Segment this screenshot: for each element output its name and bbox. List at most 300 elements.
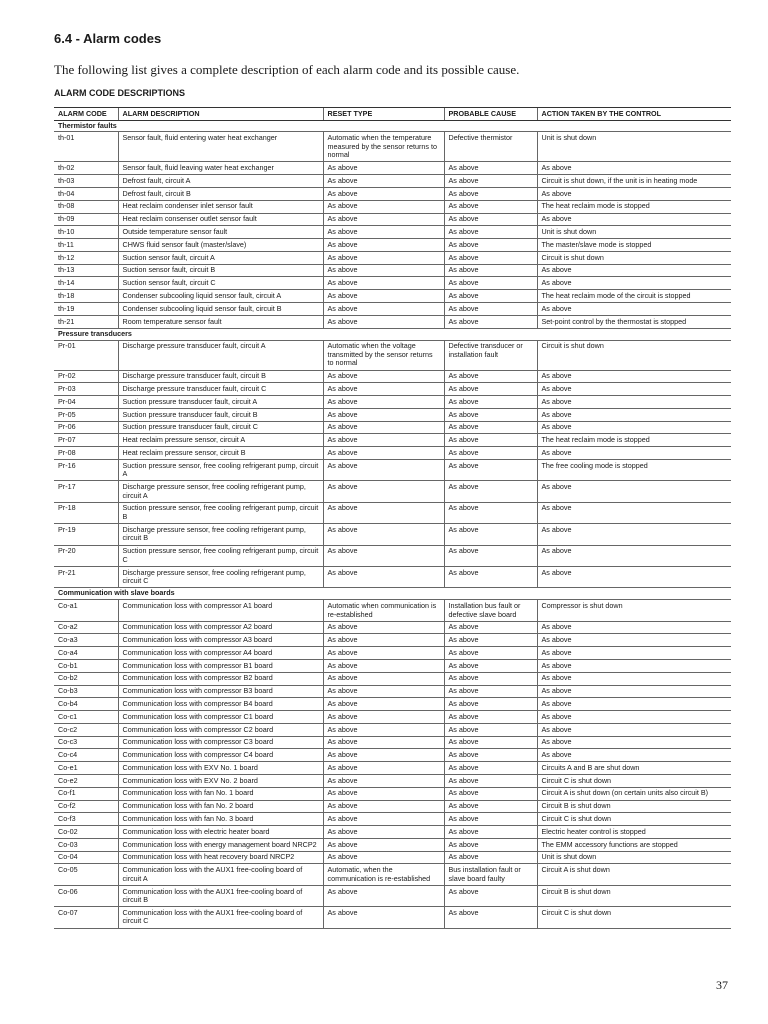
cell-reset-type: As above	[323, 851, 444, 864]
cell-reset-type: As above	[323, 421, 444, 434]
table-header-row	[54, 108, 731, 121]
table-row	[54, 907, 731, 928]
cell-alarm-description: Communication loss with compressor A4 board	[118, 647, 323, 660]
cell-alarm-description: Discharge pressure transducer fault, circuit A	[118, 340, 323, 370]
group-name: Communication with slave boards	[54, 588, 731, 600]
cell-action-taken: As above	[537, 383, 731, 396]
cell-probable-cause: As above	[444, 659, 537, 672]
table-row	[54, 421, 731, 434]
cell-probable-cause: As above	[444, 188, 537, 201]
cell-action-taken: Circuit A is shut down	[537, 864, 731, 885]
cell-reset-type: As above	[323, 162, 444, 175]
cell-reset-type: As above	[323, 685, 444, 698]
group-name: Pressure transducers	[54, 328, 731, 340]
cell-action-taken: Circuit B is shut down	[537, 885, 731, 906]
cell-probable-cause: As above	[444, 383, 537, 396]
table-row	[54, 838, 731, 851]
cell-probable-cause: As above	[444, 421, 537, 434]
table-row	[54, 132, 731, 162]
cell-probable-cause: As above	[444, 762, 537, 775]
cell-action-taken: As above	[537, 162, 731, 175]
cell-alarm-code: Co-b3	[54, 685, 118, 698]
cell-alarm-code: Co-02	[54, 826, 118, 839]
cell-alarm-description: Condenser subcooling liquid sensor fault, circuit A	[118, 290, 323, 303]
cell-alarm-code: Co-a3	[54, 634, 118, 647]
cell-action-taken: As above	[537, 408, 731, 421]
cell-probable-cause: As above	[444, 826, 537, 839]
cell-alarm-code: Pr-21	[54, 566, 118, 587]
cell-reset-type: As above	[323, 736, 444, 749]
cell-reset-type: As above	[323, 408, 444, 421]
cell-alarm-code: Co-c1	[54, 711, 118, 724]
cell-reset-type: As above	[323, 634, 444, 647]
cell-reset-type: Automatic when the voltage transmitted by the sensor returns to normal	[323, 340, 444, 370]
cell-reset-type: Automatic when the temperature measured by the sensor returns to normal	[323, 132, 444, 162]
cell-alarm-code: Co-a1	[54, 600, 118, 621]
cell-alarm-code: Pr-08	[54, 447, 118, 460]
cell-action-taken: Circuit C is shut down	[537, 907, 731, 928]
cell-probable-cause: As above	[444, 434, 537, 447]
table-title: ALARM CODE DESCRIPTIONS	[54, 88, 186, 98]
cell-action-taken: As above	[537, 396, 731, 409]
cell-alarm-description: Suction pressure transducer fault, circuit B	[118, 408, 323, 421]
cell-alarm-description: Communication loss with energy management board NRCP2	[118, 838, 323, 851]
table-row	[54, 749, 731, 762]
cell-alarm-code: Co-05	[54, 864, 118, 885]
cell-probable-cause: As above	[444, 566, 537, 587]
header-reset-type: RESET TYPE	[323, 108, 444, 121]
cell-alarm-code: Co-a4	[54, 647, 118, 660]
cell-probable-cause: As above	[444, 711, 537, 724]
table-row	[54, 723, 731, 736]
cell-alarm-description: Communication loss with EXV No. 2 board	[118, 774, 323, 787]
cell-alarm-description: CHWS fluid sensor fault (master/slave)	[118, 239, 323, 252]
cell-action-taken: Circuit A is shut down (on certain units also circuit B)	[537, 787, 731, 800]
cell-probable-cause: As above	[444, 315, 537, 328]
cell-probable-cause: As above	[444, 200, 537, 213]
cell-alarm-description: Communication loss with heat recovery board NRCP2	[118, 851, 323, 864]
cell-probable-cause: As above	[444, 396, 537, 409]
cell-alarm-description: Suction pressure transducer fault, circuit A	[118, 396, 323, 409]
cell-probable-cause: As above	[444, 545, 537, 566]
table-row	[54, 762, 731, 775]
cell-reset-type: As above	[323, 566, 444, 587]
cell-reset-type: As above	[323, 213, 444, 226]
cell-action-taken: Unit is shut down	[537, 132, 731, 162]
table-row	[54, 481, 731, 502]
cell-alarm-description: Heat reclaim pressure sensor, circuit B	[118, 447, 323, 460]
cell-alarm-code: th-18	[54, 290, 118, 303]
cell-reset-type: As above	[323, 383, 444, 396]
cell-alarm-code: Pr-02	[54, 370, 118, 383]
cell-probable-cause: As above	[444, 800, 537, 813]
cell-alarm-description: Sensor fault, fluid leaving water heat exchanger	[118, 162, 323, 175]
cell-alarm-code: Co-c3	[54, 736, 118, 749]
table-row	[54, 659, 731, 672]
cell-alarm-description: Defrost fault, circuit B	[118, 188, 323, 201]
cell-alarm-description: Discharge pressure sensor, free cooling refrigerant pump, circuit B	[118, 524, 323, 545]
table-row	[54, 672, 731, 685]
table-row	[54, 213, 731, 226]
cell-alarm-description: Discharge pressure transducer fault, circuit B	[118, 370, 323, 383]
header-alarm-description: ALARM DESCRIPTION	[118, 108, 323, 121]
table-row	[54, 851, 731, 864]
cell-probable-cause: As above	[444, 672, 537, 685]
cell-reset-type: As above	[323, 396, 444, 409]
header-alarm-code: ALARM CODE	[54, 108, 118, 121]
cell-action-taken: As above	[537, 647, 731, 660]
cell-action-taken: The EMM accessory functions are stopped	[537, 838, 731, 851]
cell-alarm-code: th-08	[54, 200, 118, 213]
table-row	[54, 200, 731, 213]
table-row	[54, 698, 731, 711]
cell-alarm-code: Co-e2	[54, 774, 118, 787]
cell-probable-cause: As above	[444, 447, 537, 460]
cell-probable-cause: As above	[444, 698, 537, 711]
table-row	[54, 711, 731, 724]
cell-action-taken: As above	[537, 370, 731, 383]
cell-reset-type: As above	[323, 762, 444, 775]
cell-action-taken: Circuit C is shut down	[537, 813, 731, 826]
cell-probable-cause: As above	[444, 813, 537, 826]
table-row	[54, 175, 731, 188]
cell-action-taken: As above	[537, 621, 731, 634]
cell-action-taken: Circuit B is shut down	[537, 800, 731, 813]
cell-alarm-description: Communication loss with fan No. 1 board	[118, 787, 323, 800]
cell-reset-type: As above	[323, 239, 444, 252]
cell-alarm-description: Communication loss with compressor A2 board	[118, 621, 323, 634]
cell-reset-type: As above	[323, 774, 444, 787]
cell-reset-type: Automatic, when the communication is re-established	[323, 864, 444, 885]
cell-probable-cause: As above	[444, 481, 537, 502]
cell-action-taken: As above	[537, 303, 731, 316]
cell-action-taken: As above	[537, 672, 731, 685]
table-row	[54, 434, 731, 447]
header-action-taken: ACTION TAKEN BY THE CONTROL	[537, 108, 731, 121]
table-row	[54, 813, 731, 826]
table-row	[54, 290, 731, 303]
cell-alarm-description: Communication loss with electric heater board	[118, 826, 323, 839]
table-row	[54, 524, 731, 545]
cell-alarm-code: Co-a2	[54, 621, 118, 634]
cell-alarm-description: Communication loss with the AUX1 free-cooling board of circuit B	[118, 885, 323, 906]
cell-action-taken: As above	[537, 502, 731, 523]
cell-alarm-code: th-03	[54, 175, 118, 188]
table-row	[54, 787, 731, 800]
table-row	[54, 447, 731, 460]
cell-probable-cause: As above	[444, 838, 537, 851]
group-header-row	[54, 328, 731, 340]
cell-alarm-description: Communication loss with compressor A1 board	[118, 600, 323, 621]
table-row	[54, 408, 731, 421]
cell-reset-type: As above	[323, 524, 444, 545]
cell-action-taken: Circuit is shut down	[537, 251, 731, 264]
cell-alarm-description: Outside temperature sensor fault	[118, 226, 323, 239]
cell-alarm-description: Communication loss with compressor B1 board	[118, 659, 323, 672]
cell-reset-type: As above	[323, 370, 444, 383]
table-row	[54, 396, 731, 409]
cell-probable-cause: As above	[444, 685, 537, 698]
table-row	[54, 460, 731, 481]
group-name: Thermistor faults	[54, 120, 731, 132]
cell-reset-type: As above	[323, 434, 444, 447]
cell-reset-type: As above	[323, 460, 444, 481]
cell-reset-type: As above	[323, 800, 444, 813]
cell-action-taken: Unit is shut down	[537, 226, 731, 239]
cell-action-taken: Unit is shut down	[537, 851, 731, 864]
cell-probable-cause: As above	[444, 774, 537, 787]
table-row	[54, 264, 731, 277]
cell-alarm-code: th-19	[54, 303, 118, 316]
cell-alarm-code: Pr-18	[54, 502, 118, 523]
cell-alarm-code: Co-04	[54, 851, 118, 864]
group-header-row	[54, 588, 731, 600]
table-row	[54, 774, 731, 787]
cell-alarm-code: th-10	[54, 226, 118, 239]
cell-probable-cause: Defective thermistor	[444, 132, 537, 162]
cell-alarm-code: th-13	[54, 264, 118, 277]
cell-probable-cause: As above	[444, 226, 537, 239]
cell-probable-cause: Bus installation fault or slave board faulty	[444, 864, 537, 885]
cell-alarm-code: th-09	[54, 213, 118, 226]
cell-probable-cause: As above	[444, 264, 537, 277]
cell-reset-type: As above	[323, 647, 444, 660]
cell-action-taken: The heat reclaim mode of the circuit is stopped	[537, 290, 731, 303]
cell-probable-cause: As above	[444, 621, 537, 634]
cell-action-taken: Set-point control by the thermostat is stopped	[537, 315, 731, 328]
cell-probable-cause: As above	[444, 723, 537, 736]
cell-probable-cause: As above	[444, 647, 537, 660]
cell-reset-type: As above	[323, 226, 444, 239]
cell-alarm-description: Communication loss with EXV No. 1 board	[118, 762, 323, 775]
cell-alarm-code: th-12	[54, 251, 118, 264]
cell-alarm-description: Suction pressure sensor, free cooling refrigerant pump, circuit C	[118, 545, 323, 566]
cell-alarm-code: Pr-03	[54, 383, 118, 396]
cell-reset-type: As above	[323, 447, 444, 460]
cell-alarm-code: th-14	[54, 277, 118, 290]
cell-reset-type: As above	[323, 826, 444, 839]
cell-reset-type: As above	[323, 277, 444, 290]
cell-alarm-code: Pr-20	[54, 545, 118, 566]
cell-action-taken: As above	[537, 481, 731, 502]
cell-alarm-description: Communication loss with compressor C1 board	[118, 711, 323, 724]
cell-alarm-code: Co-b2	[54, 672, 118, 685]
cell-alarm-code: Pr-17	[54, 481, 118, 502]
group-header-row	[54, 120, 731, 132]
cell-alarm-code: Co-03	[54, 838, 118, 851]
cell-reset-type: As above	[323, 175, 444, 188]
cell-action-taken: As above	[537, 711, 731, 724]
section-title: 6.4 - Alarm codes	[54, 31, 162, 46]
cell-reset-type: As above	[323, 885, 444, 906]
table-row	[54, 634, 731, 647]
cell-reset-type: As above	[323, 787, 444, 800]
table-row	[54, 545, 731, 566]
cell-reset-type: As above	[323, 315, 444, 328]
cell-action-taken: Electric heater control is stopped	[537, 826, 731, 839]
cell-alarm-description: Discharge pressure transducer fault, circuit C	[118, 383, 323, 396]
cell-alarm-description: Communication loss with compressor B4 board	[118, 698, 323, 711]
cell-alarm-code: th-21	[54, 315, 118, 328]
cell-alarm-description: Suction sensor fault, circuit A	[118, 251, 323, 264]
cell-alarm-description: Heat reclaim consenser outlet sensor fault	[118, 213, 323, 226]
table-row	[54, 885, 731, 906]
table-row	[54, 340, 731, 370]
cell-probable-cause: As above	[444, 251, 537, 264]
cell-action-taken: The heat reclaim mode is stopped	[537, 200, 731, 213]
cell-alarm-code: Pr-01	[54, 340, 118, 370]
cell-alarm-description: Discharge pressure sensor, free cooling refrigerant pump, circuit A	[118, 481, 323, 502]
cell-probable-cause: As above	[444, 213, 537, 226]
cell-action-taken: As above	[537, 277, 731, 290]
table-row	[54, 370, 731, 383]
table-row	[54, 188, 731, 201]
cell-probable-cause: As above	[444, 162, 537, 175]
cell-action-taken: As above	[537, 566, 731, 587]
cell-alarm-code: Co-f2	[54, 800, 118, 813]
cell-probable-cause: Defective transducer or installation fault	[444, 340, 537, 370]
table-row	[54, 303, 731, 316]
table-row	[54, 566, 731, 587]
cell-alarm-description: Condenser subcooling liquid sensor fault, circuit B	[118, 303, 323, 316]
cell-alarm-code: Pr-04	[54, 396, 118, 409]
alarm-table-body	[54, 120, 731, 928]
cell-alarm-code: th-02	[54, 162, 118, 175]
table-row	[54, 685, 731, 698]
cell-alarm-description: Communication loss with compressor B3 board	[118, 685, 323, 698]
cell-reset-type: As above	[323, 188, 444, 201]
cell-alarm-code: Pr-05	[54, 408, 118, 421]
cell-reset-type: As above	[323, 481, 444, 502]
header-probable-cause: PROBABLE CAUSE	[444, 108, 537, 121]
cell-reset-type: As above	[323, 698, 444, 711]
cell-action-taken: As above	[537, 545, 731, 566]
cell-probable-cause: As above	[444, 370, 537, 383]
cell-alarm-description: Suction sensor fault, circuit B	[118, 264, 323, 277]
table-row	[54, 502, 731, 523]
cell-action-taken: Circuit C is shut down	[537, 774, 731, 787]
table-row	[54, 826, 731, 839]
cell-action-taken: As above	[537, 188, 731, 201]
cell-probable-cause: As above	[444, 787, 537, 800]
table-row	[54, 239, 731, 252]
cell-alarm-code: Pr-19	[54, 524, 118, 545]
cell-probable-cause: As above	[444, 277, 537, 290]
cell-alarm-code: Co-f3	[54, 813, 118, 826]
cell-alarm-description: Suction pressure transducer fault, circuit C	[118, 421, 323, 434]
cell-reset-type: As above	[323, 672, 444, 685]
cell-action-taken: As above	[537, 264, 731, 277]
cell-alarm-description: Communication loss with the AUX1 free-cooling board of circuit A	[118, 864, 323, 885]
cell-alarm-code: Co-e1	[54, 762, 118, 775]
cell-alarm-description: Communication loss with fan No. 2 board	[118, 800, 323, 813]
cell-alarm-code: Co-07	[54, 907, 118, 928]
cell-action-taken: Compressor is shut down	[537, 600, 731, 621]
cell-alarm-description: Sensor fault, fluid entering water heat exchanger	[118, 132, 323, 162]
cell-alarm-code: th-01	[54, 132, 118, 162]
cell-probable-cause: As above	[444, 885, 537, 906]
table-row	[54, 383, 731, 396]
table-row	[54, 800, 731, 813]
cell-alarm-code: th-11	[54, 239, 118, 252]
cell-reset-type: As above	[323, 659, 444, 672]
cell-probable-cause: As above	[444, 851, 537, 864]
cell-reset-type: As above	[323, 290, 444, 303]
cell-action-taken: Circuit is shut down	[537, 340, 731, 370]
table-row	[54, 162, 731, 175]
cell-alarm-description: Room temperature sensor fault	[118, 315, 323, 328]
table-row	[54, 277, 731, 290]
cell-probable-cause: As above	[444, 749, 537, 762]
cell-reset-type: As above	[323, 749, 444, 762]
cell-action-taken: As above	[537, 524, 731, 545]
cell-probable-cause: Installation bus fault or defective slave board	[444, 600, 537, 621]
cell-action-taken: As above	[537, 421, 731, 434]
cell-alarm-description: Suction sensor fault, circuit C	[118, 277, 323, 290]
cell-action-taken: The heat reclaim mode is stopped	[537, 434, 731, 447]
cell-alarm-description: Heat reclaim condenser inlet sensor fault	[118, 200, 323, 213]
cell-alarm-description: Communication loss with fan No. 3 board	[118, 813, 323, 826]
table-row	[54, 251, 731, 264]
cell-reset-type: As above	[323, 502, 444, 523]
cell-action-taken: The free cooling mode is stopped	[537, 460, 731, 481]
cell-probable-cause: As above	[444, 175, 537, 188]
cell-reset-type: Automatic when communication is re-established	[323, 600, 444, 621]
cell-reset-type: As above	[323, 907, 444, 928]
cell-alarm-description: Suction pressure sensor, free cooling refrigerant pump, circuit A	[118, 460, 323, 481]
cell-probable-cause: As above	[444, 634, 537, 647]
cell-alarm-code: Co-b1	[54, 659, 118, 672]
table-row	[54, 736, 731, 749]
cell-alarm-description: Suction pressure sensor, free cooling refrigerant pump, circuit B	[118, 502, 323, 523]
table-row	[54, 864, 731, 885]
alarm-code-table	[54, 107, 731, 929]
cell-probable-cause: As above	[444, 736, 537, 749]
page-number: 37	[716, 978, 728, 992]
cell-probable-cause: As above	[444, 524, 537, 545]
cell-alarm-description: Communication loss with compressor B2 board	[118, 672, 323, 685]
cell-probable-cause: As above	[444, 907, 537, 928]
cell-action-taken: As above	[537, 685, 731, 698]
cell-reset-type: As above	[323, 723, 444, 736]
cell-action-taken: As above	[537, 749, 731, 762]
cell-alarm-code: Pr-06	[54, 421, 118, 434]
cell-reset-type: As above	[323, 200, 444, 213]
intro-text: The following list gives a complete description of each alarm code and its possible cause.	[54, 62, 520, 77]
cell-alarm-description: Defrost fault, circuit A	[118, 175, 323, 188]
cell-alarm-description: Communication loss with compressor A3 board	[118, 634, 323, 647]
cell-alarm-code: Co-c4	[54, 749, 118, 762]
cell-alarm-description: Communication loss with compressor C3 board	[118, 736, 323, 749]
cell-reset-type: As above	[323, 264, 444, 277]
cell-reset-type: As above	[323, 251, 444, 264]
cell-action-taken: As above	[537, 447, 731, 460]
cell-action-taken: The master/slave mode is stopped	[537, 239, 731, 252]
cell-action-taken: Circuits A and B are shut down	[537, 762, 731, 775]
cell-alarm-description: Discharge pressure sensor, free cooling refrigerant pump, circuit C	[118, 566, 323, 587]
cell-action-taken: As above	[537, 213, 731, 226]
cell-action-taken: As above	[537, 698, 731, 711]
cell-action-taken: As above	[537, 634, 731, 647]
table-row	[54, 647, 731, 660]
cell-action-taken: As above	[537, 723, 731, 736]
cell-alarm-code: Pr-16	[54, 460, 118, 481]
cell-alarm-description: Communication loss with compressor C4 board	[118, 749, 323, 762]
cell-alarm-code: th-04	[54, 188, 118, 201]
cell-probable-cause: As above	[444, 239, 537, 252]
cell-reset-type: As above	[323, 621, 444, 634]
cell-action-taken: As above	[537, 736, 731, 749]
